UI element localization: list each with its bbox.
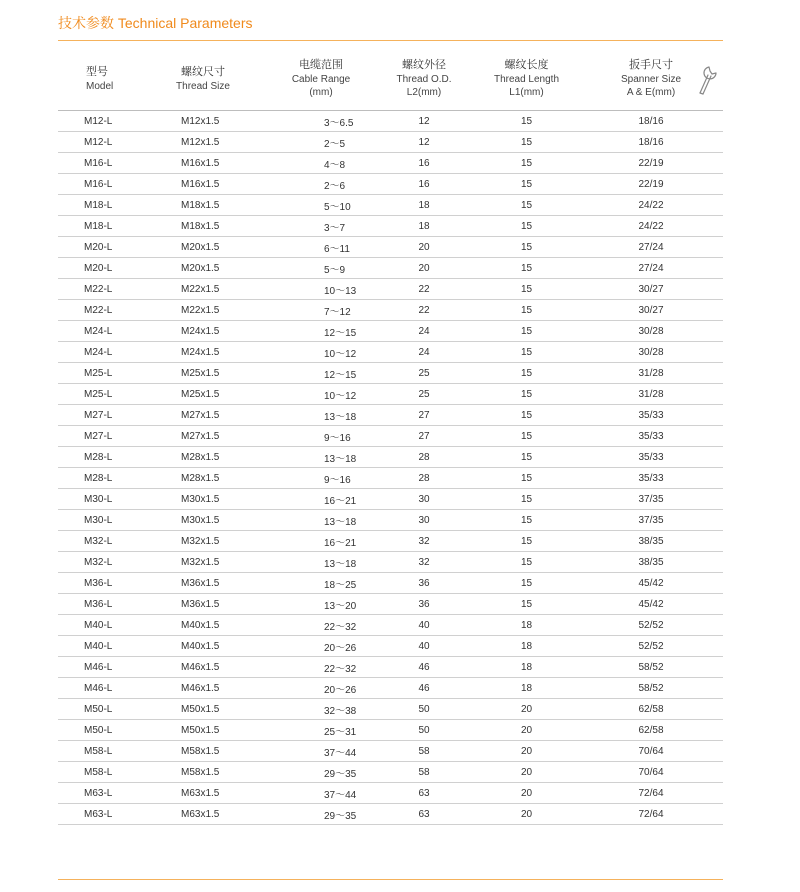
cell-cable-range: 22～32	[268, 615, 374, 636]
cell-thread-size: M46x1.5	[138, 657, 268, 678]
cell-cable-range: 13～18	[268, 552, 374, 573]
cell-cable-range: 32～38	[268, 699, 374, 720]
cell-thread-od: 16	[374, 174, 474, 195]
cell-cable-range: 22～32	[268, 657, 374, 678]
table-row	[58, 678, 723, 699]
cell-cable-range: 4～8	[268, 153, 374, 174]
cell-cable-range: 13～18	[268, 405, 374, 426]
cell-thread-size: M25x1.5	[138, 363, 268, 384]
cell-cable-range: 13～20	[268, 594, 374, 615]
cell-model: M32-L	[58, 552, 138, 573]
cell-spanner-size: 45/42	[579, 594, 723, 615]
table-row	[58, 363, 723, 384]
cell-thread-od: 20	[374, 237, 474, 258]
table-row	[58, 657, 723, 678]
cell-cable-range: 29～35	[268, 762, 374, 783]
table-row	[58, 636, 723, 657]
parameters-table	[58, 47, 723, 825]
cell-cable-range: 10～12	[268, 384, 374, 405]
cell-thread-od: 22	[374, 300, 474, 321]
table-row	[58, 594, 723, 615]
cell-thread-length: 18	[474, 657, 579, 678]
cell-thread-size: M63x1.5	[138, 783, 268, 804]
table-row	[58, 174, 723, 195]
cell-spanner-size: 58/52	[579, 678, 723, 699]
cell-thread-size: M40x1.5	[138, 615, 268, 636]
cell-spanner-size: 22/19	[579, 153, 723, 174]
cell-cable-range: 16～21	[268, 531, 374, 552]
table-row	[58, 447, 723, 468]
cell-thread-length: 15	[474, 405, 579, 426]
cell-spanner-size: 62/58	[579, 699, 723, 720]
header-model-zh: 型号	[86, 65, 108, 78]
cell-cable-range: 13～18	[268, 510, 374, 531]
cell-spanner-size: 22/19	[579, 174, 723, 195]
cell-cable-range: 9～16	[268, 468, 374, 489]
cell-thread-size: M50x1.5	[138, 720, 268, 741]
cell-cable-range: 5～10	[268, 195, 374, 216]
cell-thread-size: M16x1.5	[138, 153, 268, 174]
cell-spanner-size: 27/24	[579, 237, 723, 258]
cell-spanner-size: 35/33	[579, 405, 723, 426]
table-row	[58, 615, 723, 636]
cell-thread-od: 30	[374, 489, 474, 510]
cell-thread-od: 58	[374, 741, 474, 762]
header-od-zh: 螺纹外径	[402, 59, 446, 71]
cell-cable-range: 20～26	[268, 636, 374, 657]
cell-thread-length: 15	[474, 489, 579, 510]
cell-thread-od: 40	[374, 636, 474, 657]
cell-model: M16-L	[58, 153, 138, 174]
cell-thread-od: 50	[374, 699, 474, 720]
cell-thread-size: M63x1.5	[138, 804, 268, 825]
table-row	[58, 153, 723, 174]
cell-model: M58-L	[58, 762, 138, 783]
header-len-zh: 螺纹长度	[504, 59, 549, 71]
cell-thread-length: 15	[474, 594, 579, 615]
cell-thread-length: 15	[474, 531, 579, 552]
cell-thread-size: M20x1.5	[138, 237, 268, 258]
table-row	[58, 741, 723, 762]
cell-cable-range: 3～7	[268, 216, 374, 237]
table-row	[58, 573, 723, 594]
cell-spanner-size: 35/33	[579, 468, 723, 489]
table-row	[58, 510, 723, 531]
cell-model: M18-L	[58, 195, 138, 216]
cell-model: M24-L	[58, 321, 138, 342]
page-title: 技术参数 Technical Parameters	[58, 15, 253, 31]
cell-model: M50-L	[58, 699, 138, 720]
header-len-en: Thread Length	[493, 74, 560, 85]
cell-model: M20-L	[58, 237, 138, 258]
cell-cable-range: 12～15	[268, 363, 374, 384]
cell-spanner-size: 18/16	[579, 132, 723, 153]
cell-spanner-size: 62/58	[579, 720, 723, 741]
cell-thread-od: 40	[374, 615, 474, 636]
header-thread-en: Thread Size	[176, 80, 230, 92]
cell-thread-size: M12x1.5	[138, 132, 268, 153]
cell-thread-length: 15	[474, 258, 579, 279]
cell-thread-length: 20	[474, 720, 579, 741]
cell-thread-length: 15	[474, 216, 579, 237]
cell-thread-size: M32x1.5	[138, 531, 268, 552]
cell-spanner-size: 58/52	[579, 657, 723, 678]
cell-thread-size: M25x1.5	[138, 384, 268, 405]
cell-thread-od: 27	[374, 426, 474, 447]
cell-thread-size: M18x1.5	[138, 216, 268, 237]
cell-cable-range: 37～44	[268, 783, 374, 804]
cell-thread-od: 22	[374, 279, 474, 300]
table-row	[58, 699, 723, 720]
table-row	[58, 552, 723, 573]
table-row	[58, 111, 723, 132]
header-cable-range	[268, 47, 374, 111]
title-divider	[58, 40, 723, 41]
cell-spanner-size: 35/33	[579, 447, 723, 468]
cell-thread-size: M24x1.5	[138, 321, 268, 342]
cell-spanner-size: 72/64	[579, 804, 723, 825]
cell-model: M28-L	[58, 468, 138, 489]
cell-thread-length: 15	[474, 153, 579, 174]
cell-thread-size: M32x1.5	[138, 552, 268, 573]
cell-model: M63-L	[58, 804, 138, 825]
cell-thread-od: 18	[374, 216, 474, 237]
table-row	[58, 195, 723, 216]
table-row	[58, 468, 723, 489]
cell-thread-od: 24	[374, 321, 474, 342]
cell-thread-length: 15	[474, 552, 579, 573]
cell-spanner-size: 35/33	[579, 426, 723, 447]
cell-cable-range: 5～9	[268, 258, 374, 279]
cell-model: M27-L	[58, 426, 138, 447]
cell-spanner-size: 24/22	[579, 216, 723, 237]
cell-cable-range: 7～12	[268, 300, 374, 321]
cell-thread-od: 32	[374, 552, 474, 573]
cell-cable-range: 16～21	[268, 489, 374, 510]
cell-cable-range: 2～6	[268, 174, 374, 195]
cell-thread-od: 36	[374, 573, 474, 594]
table-row	[58, 384, 723, 405]
cell-model: M12-L	[58, 111, 138, 132]
header-spanner-size	[579, 47, 723, 111]
cell-model: M40-L	[58, 615, 138, 636]
cell-thread-size: M28x1.5	[138, 447, 268, 468]
header-thread-zh: 螺纹尺寸	[181, 65, 225, 78]
cell-thread-length: 15	[474, 510, 579, 531]
table-row	[58, 762, 723, 783]
cell-thread-od: 12	[374, 132, 474, 153]
cell-spanner-size: 30/27	[579, 279, 723, 300]
cell-model: M32-L	[58, 531, 138, 552]
cell-model: M25-L	[58, 363, 138, 384]
cell-thread-size: M40x1.5	[138, 636, 268, 657]
header-len-unit: L1(mm)	[509, 87, 544, 98]
cell-thread-od: 12	[374, 111, 474, 132]
cell-model: M12-L	[58, 132, 138, 153]
cell-thread-length: 20	[474, 783, 579, 804]
header-span-unit: A & E(mm)	[626, 87, 676, 98]
cell-thread-od: 20	[374, 258, 474, 279]
cell-thread-size: M46x1.5	[138, 678, 268, 699]
table-row	[58, 300, 723, 321]
cell-cable-range: 25～31	[268, 720, 374, 741]
cell-thread-length: 18	[474, 615, 579, 636]
cell-thread-length: 15	[474, 300, 579, 321]
cell-thread-size: M58x1.5	[138, 762, 268, 783]
cell-spanner-size: 70/64	[579, 762, 723, 783]
cell-spanner-size: 52/52	[579, 615, 723, 636]
table-row	[58, 258, 723, 279]
cell-thread-length: 20	[474, 762, 579, 783]
cell-thread-od: 46	[374, 678, 474, 699]
cell-cable-range: 13～18	[268, 447, 374, 468]
cell-cable-range: 10～12	[268, 342, 374, 363]
cell-thread-length: 15	[474, 384, 579, 405]
table-row	[58, 531, 723, 552]
cell-spanner-size: 72/64	[579, 783, 723, 804]
cell-thread-length: 15	[474, 426, 579, 447]
cell-model: M36-L	[58, 573, 138, 594]
cell-thread-length: 15	[474, 279, 579, 300]
cell-spanner-size: 30/27	[579, 300, 723, 321]
cell-cable-range: 12～15	[268, 321, 374, 342]
wrench-icon	[697, 63, 719, 97]
cell-thread-size: M16x1.5	[138, 174, 268, 195]
table-row	[58, 405, 723, 426]
table-row	[58, 804, 723, 825]
cell-spanner-size: 38/35	[579, 552, 723, 573]
cell-thread-od: 46	[374, 657, 474, 678]
cell-thread-length: 15	[474, 132, 579, 153]
cell-spanner-size: 27/24	[579, 258, 723, 279]
cell-spanner-size: 52/52	[579, 636, 723, 657]
cell-thread-length: 15	[474, 468, 579, 489]
header-cable-zh: 电缆范围	[299, 59, 343, 71]
cell-thread-od: 50	[374, 720, 474, 741]
cell-thread-od: 25	[374, 384, 474, 405]
cell-model: M40-L	[58, 636, 138, 657]
cell-spanner-size: 24/22	[579, 195, 723, 216]
cell-thread-length: 15	[474, 342, 579, 363]
cell-thread-length: 20	[474, 699, 579, 720]
cell-spanner-size: 37/35	[579, 489, 723, 510]
cell-cable-range: 2～5	[268, 132, 374, 153]
cell-spanner-size: 38/35	[579, 531, 723, 552]
cell-thread-od: 63	[374, 783, 474, 804]
cell-thread-size: M12x1.5	[138, 111, 268, 132]
cell-spanner-size: 37/35	[579, 510, 723, 531]
cell-model: M30-L	[58, 489, 138, 510]
table-row	[58, 489, 723, 510]
cell-thread-od: 24	[374, 342, 474, 363]
header-model	[58, 47, 138, 111]
cell-cable-range: 3～6.5	[268, 111, 374, 132]
table-header-row	[58, 47, 723, 111]
cell-spanner-size: 18/16	[579, 111, 723, 132]
cell-thread-length: 15	[474, 321, 579, 342]
cell-model: M58-L	[58, 741, 138, 762]
header-thread-od	[374, 47, 474, 111]
cell-model: M50-L	[58, 720, 138, 741]
cell-model: M22-L	[58, 300, 138, 321]
cell-thread-length: 15	[474, 195, 579, 216]
table-row	[58, 426, 723, 447]
cell-thread-od: 36	[374, 594, 474, 615]
cell-thread-size: M28x1.5	[138, 468, 268, 489]
footer-divider	[58, 879, 723, 880]
cell-cable-range: 20～26	[268, 678, 374, 699]
cell-thread-size: M30x1.5	[138, 510, 268, 531]
table-row	[58, 321, 723, 342]
cell-thread-length: 18	[474, 636, 579, 657]
header-model-en: Model	[86, 80, 114, 92]
cell-cable-range: 18～25	[268, 573, 374, 594]
cell-thread-od: 18	[374, 195, 474, 216]
cell-thread-length: 20	[474, 804, 579, 825]
cell-cable-range: 9～16	[268, 426, 374, 447]
cell-thread-od: 58	[374, 762, 474, 783]
cell-thread-length: 15	[474, 174, 579, 195]
cell-model: M16-L	[58, 174, 138, 195]
cell-model: M36-L	[58, 594, 138, 615]
table-row	[58, 132, 723, 153]
cell-model: M22-L	[58, 279, 138, 300]
cell-thread-length: 15	[474, 237, 579, 258]
table-row	[58, 216, 723, 237]
cell-model: M46-L	[58, 657, 138, 678]
cell-thread-size: M36x1.5	[138, 573, 268, 594]
cell-model: M25-L	[58, 384, 138, 405]
cell-thread-od: 28	[374, 468, 474, 489]
header-od-en: Thread O.D.	[396, 74, 452, 85]
table-row	[58, 279, 723, 300]
cell-thread-od: 28	[374, 447, 474, 468]
header-span-zh: 扳手尺寸	[629, 59, 673, 71]
cell-thread-size: M27x1.5	[138, 405, 268, 426]
cell-thread-size: M18x1.5	[138, 195, 268, 216]
cell-thread-od: 30	[374, 510, 474, 531]
cell-thread-length: 15	[474, 363, 579, 384]
cell-thread-od: 63	[374, 804, 474, 825]
cell-thread-od: 16	[374, 153, 474, 174]
cell-thread-size: M24x1.5	[138, 342, 268, 363]
cell-model: M18-L	[58, 216, 138, 237]
cell-model: M28-L	[58, 447, 138, 468]
table-row	[58, 783, 723, 804]
cell-spanner-size: 70/64	[579, 741, 723, 762]
cell-model: M63-L	[58, 783, 138, 804]
cell-thread-length: 18	[474, 678, 579, 699]
cell-thread-size: M30x1.5	[138, 489, 268, 510]
cell-thread-size: M58x1.5	[138, 741, 268, 762]
cell-thread-od: 27	[374, 405, 474, 426]
header-span-en: Spanner Size	[620, 74, 682, 85]
cell-thread-od: 25	[374, 363, 474, 384]
table-row	[58, 237, 723, 258]
cell-cable-range: 10～13	[268, 279, 374, 300]
cell-thread-length: 15	[474, 447, 579, 468]
cell-thread-size: M27x1.5	[138, 426, 268, 447]
table-row	[58, 720, 723, 741]
cell-model: M30-L	[58, 510, 138, 531]
cell-spanner-size: 30/28	[579, 342, 723, 363]
cell-spanner-size: 31/28	[579, 384, 723, 405]
cell-spanner-size: 30/28	[579, 321, 723, 342]
cell-thread-size: M22x1.5	[138, 279, 268, 300]
cell-cable-range: 29～35	[268, 804, 374, 825]
cell-thread-size: M50x1.5	[138, 699, 268, 720]
header-thread-size	[138, 47, 268, 111]
cell-thread-size: M20x1.5	[138, 258, 268, 279]
cell-thread-od: 32	[374, 531, 474, 552]
cell-model: M20-L	[58, 258, 138, 279]
cell-thread-length: 15	[474, 573, 579, 594]
header-od-unit: L2(mm)	[406, 87, 442, 98]
header-cable-unit: (mm)	[309, 87, 333, 98]
cell-thread-size: M36x1.5	[138, 594, 268, 615]
cell-model: M24-L	[58, 342, 138, 363]
cell-cable-range: 37～44	[268, 741, 374, 762]
cell-model: M46-L	[58, 678, 138, 699]
cell-thread-length: 20	[474, 741, 579, 762]
header-cable-en: Cable Range	[291, 74, 351, 85]
cell-thread-length: 15	[474, 111, 579, 132]
cell-cable-range: 6～11	[268, 237, 374, 258]
header-thread-length	[474, 47, 579, 111]
table-row	[58, 342, 723, 363]
cell-spanner-size: 31/28	[579, 363, 723, 384]
cell-spanner-size: 45/42	[579, 573, 723, 594]
cell-model: M27-L	[58, 405, 138, 426]
cell-thread-size: M22x1.5	[138, 300, 268, 321]
